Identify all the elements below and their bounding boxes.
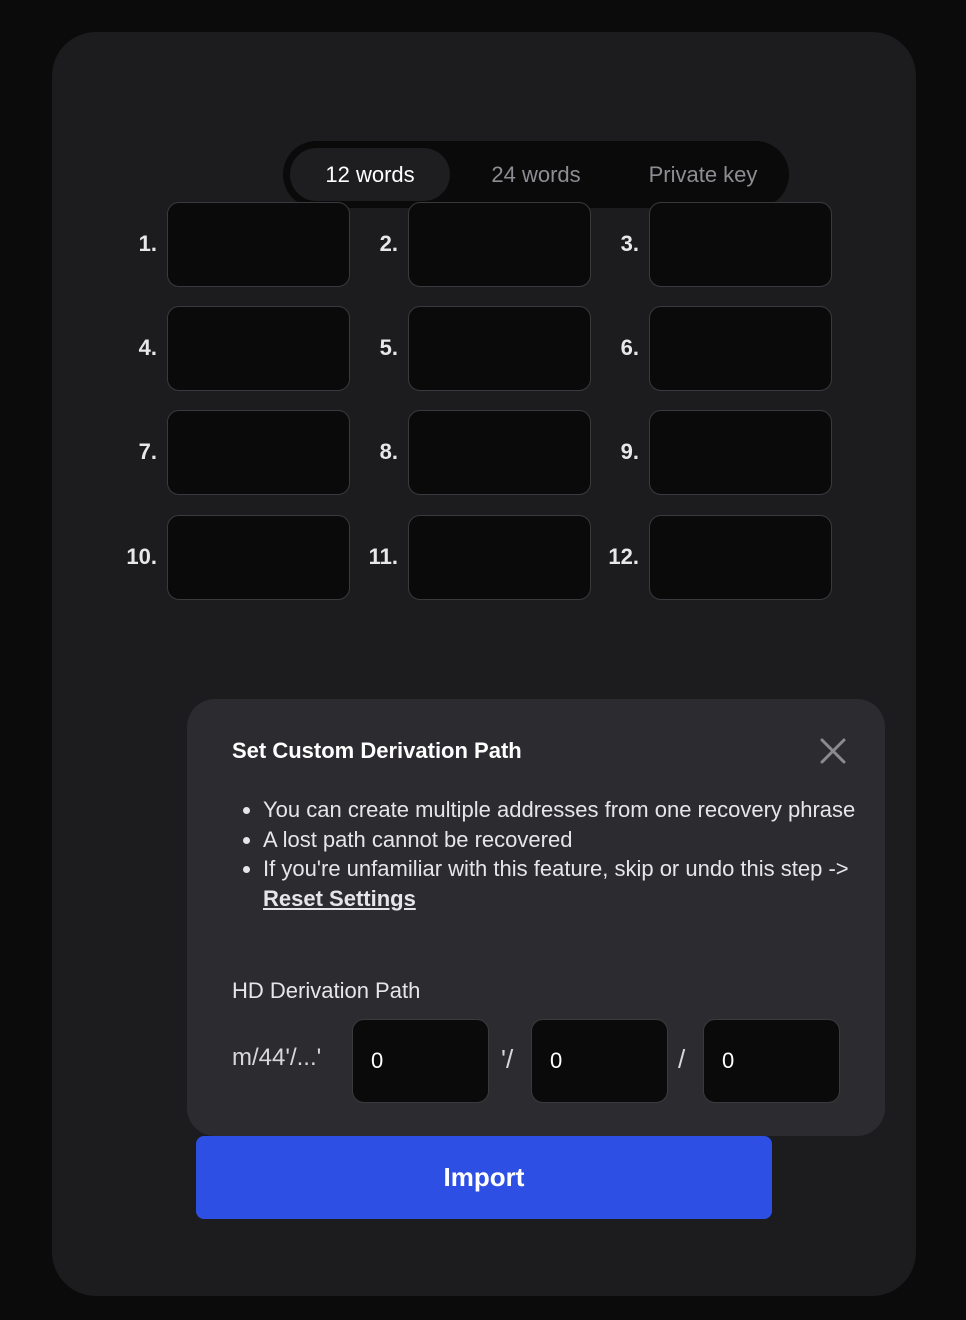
word-input-12[interactable] (649, 515, 832, 600)
word-number-label: 6. (620, 335, 639, 360)
word-number-label: 8. (379, 439, 398, 464)
word-number-label: 11. (368, 544, 398, 569)
hd-derivation-label: HD Derivation Path (232, 978, 421, 1003)
path-separator: '/ (501, 1044, 514, 1074)
info-item: • A lost path cannot be recovered (263, 825, 883, 855)
path-prefix: m/44'/...' (232, 1044, 322, 1071)
path-separator: / (678, 1044, 686, 1074)
account-index-input[interactable] (352, 1019, 489, 1103)
tab-private-key[interactable]: Private key (648, 161, 758, 187)
word-number-label: 10. (126, 544, 157, 569)
word-number-label: 9. (620, 439, 639, 464)
word-input-7[interactable] (167, 410, 350, 495)
derivation-path-panel (187, 699, 885, 1136)
word-input-8[interactable] (408, 410, 591, 495)
word-input-1[interactable] (167, 202, 350, 287)
word-input-3[interactable] (649, 202, 832, 287)
word-number-label: 4. (138, 335, 157, 360)
change-index-input[interactable] (531, 1019, 668, 1103)
word-input-10[interactable] (167, 515, 350, 600)
tab-24-words[interactable]: 24 words (491, 161, 581, 187)
word-number-label: 3. (620, 231, 639, 256)
close-icon[interactable] (817, 735, 849, 767)
word-number-label: 1. (138, 231, 157, 256)
import-card (52, 32, 916, 1296)
tab-12-words[interactable]: 12 words (290, 148, 450, 201)
address-index-input[interactable] (703, 1019, 840, 1103)
info-list (232, 795, 883, 913)
reset-settings-link[interactable]: Reset Settings (263, 885, 416, 911)
word-input-6[interactable] (649, 306, 832, 391)
import-type-tabs (283, 141, 789, 208)
word-input-9[interactable] (649, 410, 832, 495)
panel-title: Set Custom Derivation Path (232, 738, 522, 763)
word-number-label: 12. (608, 544, 639, 569)
word-input-4[interactable] (167, 306, 350, 391)
info-item: • You can create multiple addresses from one recovery phrase (263, 795, 883, 825)
word-input-2[interactable] (408, 202, 591, 287)
word-number-label: 2. (379, 231, 398, 256)
info-item: • If you're unfamiliar with this feature, skip or undo this step -> Reset Settings (263, 854, 883, 913)
import-button[interactable]: Import (196, 1136, 772, 1219)
word-input-11[interactable] (408, 515, 591, 600)
word-input-5[interactable] (408, 306, 591, 391)
word-number-label: 7. (138, 439, 157, 464)
word-number-label: 5. (379, 335, 398, 360)
